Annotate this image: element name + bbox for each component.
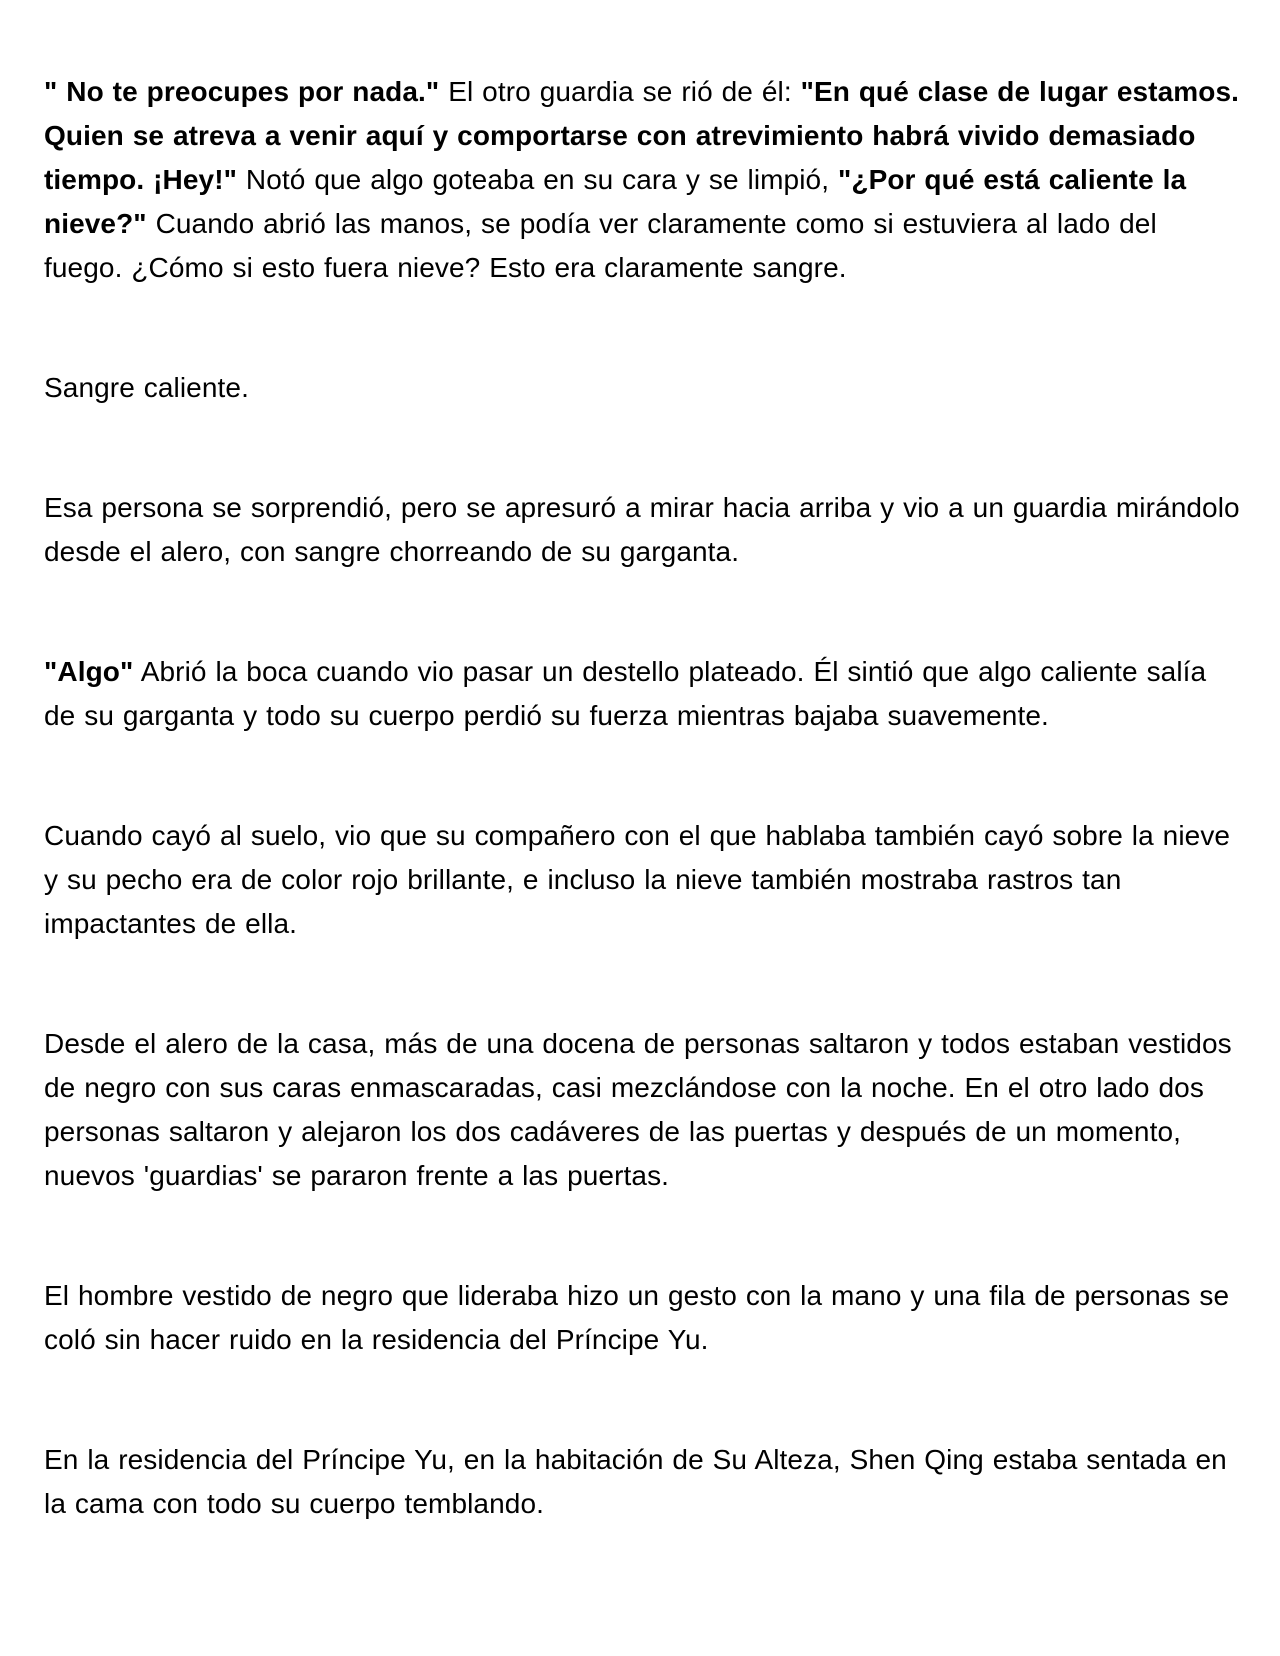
- document-page: [44, 70, 1240, 1526]
- dialogue-bold: "Algo": [44, 656, 134, 687]
- dialogue-bold: "¿Por qué está caliente la nieve?": [44, 164, 1187, 239]
- paragraph-7: El hombre vestido de negro que lideraba hizo un gesto con la mano y una fila de personas se coló sin hacer ruido en la residencia del Príncipe Yu.: [44, 1280, 1230, 1355]
- paragraph-5: Cuando cayó al suelo, vio que su compañero con el que hablaba también cayó sobre la nieve y su pecho era de color rojo brillante, e incluso la nieve también mostraba rastros tan impactantes de ella.: [44, 820, 1231, 939]
- narration-text: Abrió la boca cuando vio pasar un destello plateado. Él sintió que algo caliente salía de su garganta y todo su cuerpo perdió su fuerza mientras bajaba suavemente.: [44, 656, 1207, 731]
- dialogue-bold: "En qué clase de lugar estamos. Quien se atreva a venir aquí y comportarse con atrevimiento habrá vivido demasiado tiempo. ¡Hey!": [44, 76, 1240, 195]
- paragraph-3: Esa persona se sorprendió, pero se apresuró a mirar hacia arriba y vio a un guardia mirándolo desde el alero, con sangre chorreando de su garganta.: [44, 492, 1240, 567]
- paragraph-4: [44, 650, 1240, 738]
- paragraph-6: Desde el alero de la casa, más de una docena de personas saltaron y todos estaban vestidos de negro con sus caras enmascaradas, casi mezclándose con la noche. En el otro lado dos personas saltaron y alejaron los dos cadáveres de las puertas y después de un momento, nuevos 'guardias' se pararon frente a las puertas.: [44, 1028, 1232, 1191]
- paragraph-2: Sangre caliente.: [44, 372, 249, 403]
- narration-text: Notó que algo goteaba en su cara y se limpió,: [237, 164, 838, 195]
- narration-text: Cuando abrió las manos, se podía ver claramente como si estuviera al lado del fuego. ¿Cómo si esto fuera nieve? Esto era claramente sangre.: [44, 208, 1157, 283]
- paragraph-8: En la residencia del Príncipe Yu, en la habitación de Su Alteza, Shen Qing estaba sentada en la cama con todo su cuerpo temblando.: [44, 1444, 1227, 1519]
- paragraph-1: [44, 70, 1240, 290]
- narration-text: El otro guardia se rió de él:: [439, 76, 801, 107]
- dialogue-bold: " No te preocupes por nada.": [44, 76, 440, 107]
